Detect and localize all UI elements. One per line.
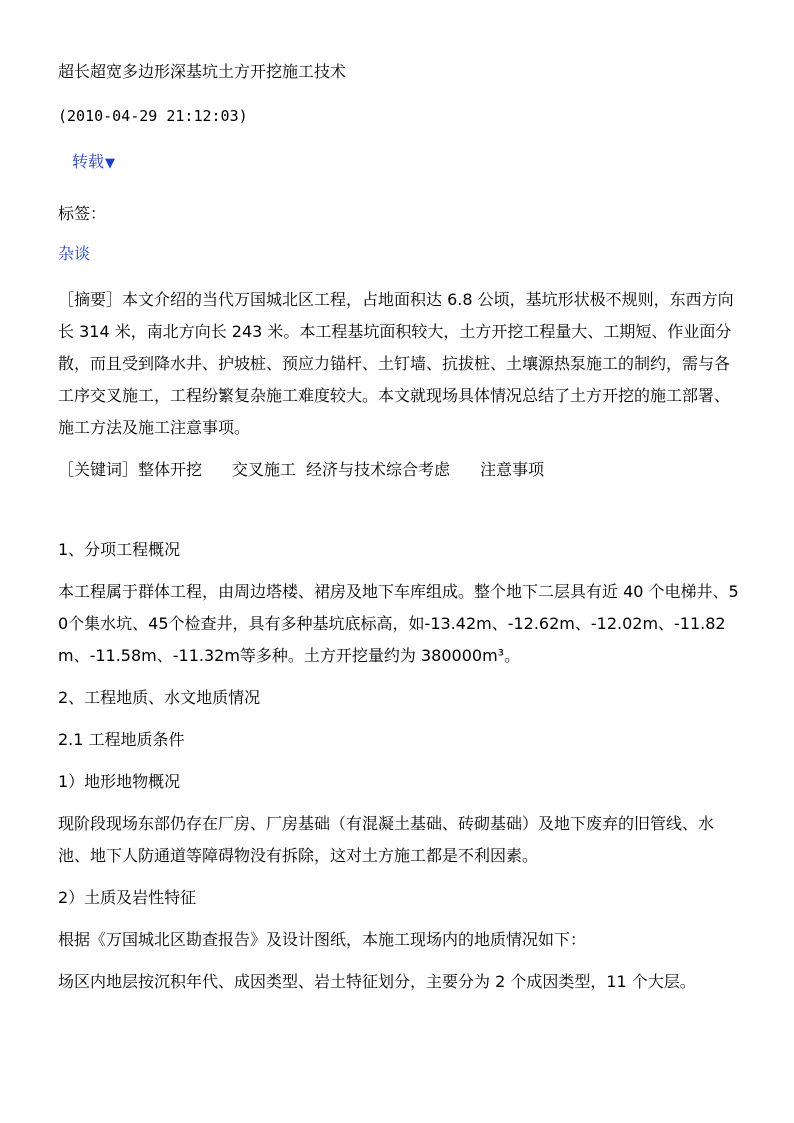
share-label[interactable]: 转载 [72,152,105,171]
subsection-heading: 2.1 工程地质条件 [58,730,185,749]
section-heading: 1、分项工程概况 [58,540,181,559]
subsection-heading: 1）地形地物概况 [58,772,181,791]
chevron-down-icon[interactable]: ▼ [105,156,116,171]
tags-label: 标签： [58,204,107,223]
keywords-label: ［关键词］ [58,460,139,479]
article-title: 超长超宽多边形深基坑土方开挖施工技术 [58,62,347,81]
keyword-item: 整体开挖 [138,460,203,479]
tag-link[interactable]: 杂谈 [58,244,91,263]
section-body: 本工程属于群体工程，由周边塔楼、裙房及地下车库组成。整个地下二层具有近 40 个电梯井、50个集水坑、45个检查井，具有多种基坑底标高，如-13.42m、-12.62m、-12.02m、-11.82m、-11.58m、-11.32m等多种。土方开挖量约为 380000m³。 [58,582,739,665]
section-heading: 2、工程地质、水文地质情况 [58,688,261,707]
keywords-line [58,454,742,486]
section-body: 场区内地层按沉积年代、成因类型、岩土特征划分，主要分为 2 个成因类型，11 个大层。 [58,972,696,991]
keyword-item: 经济与技术综合考虑 [306,460,451,479]
section-body: 根据《万国城北区勘查报告》及设计图纸，本施工现场内的地质情况如下： [58,930,587,949]
document-page [58,56,742,998]
keyword-item: 注意事项 [480,460,545,479]
share-button[interactable] [72,146,742,180]
section-body: 现阶段现场东部仍存在厂房、厂房基础（有混凝土基础、砖砌基础）及地下废弃的旧管线、水池、地下人防通道等障碍物没有拆除，这对土方施工都是不利因素。 [58,814,715,865]
abstract-paragraph: ［摘要］本文介绍的当代万国城北区工程，占地面积达 6.8 公顷，基坑形状极不规则，东西方向长 314 米，南北方向长 243 米。本工程基坑面积较大，土方开挖工程量大、工期短、作业面分散，而且受到降水井、护坡桩、预应力锚杆、土钉墙、抗拔桩、土壤源热泵施工的制约，需与各工序交叉施工，工程纷繁复杂施工难度较大。本文就现场具体情况总结了土方开挖的施工部署、施工方法及施工注意事项。 [58,290,734,437]
subsection-heading: 2）土质及岩性特征 [58,888,197,907]
article-date: (2010-04-29 21:12:03) [58,107,248,125]
keyword-item: 交叉施工 [232,460,297,479]
